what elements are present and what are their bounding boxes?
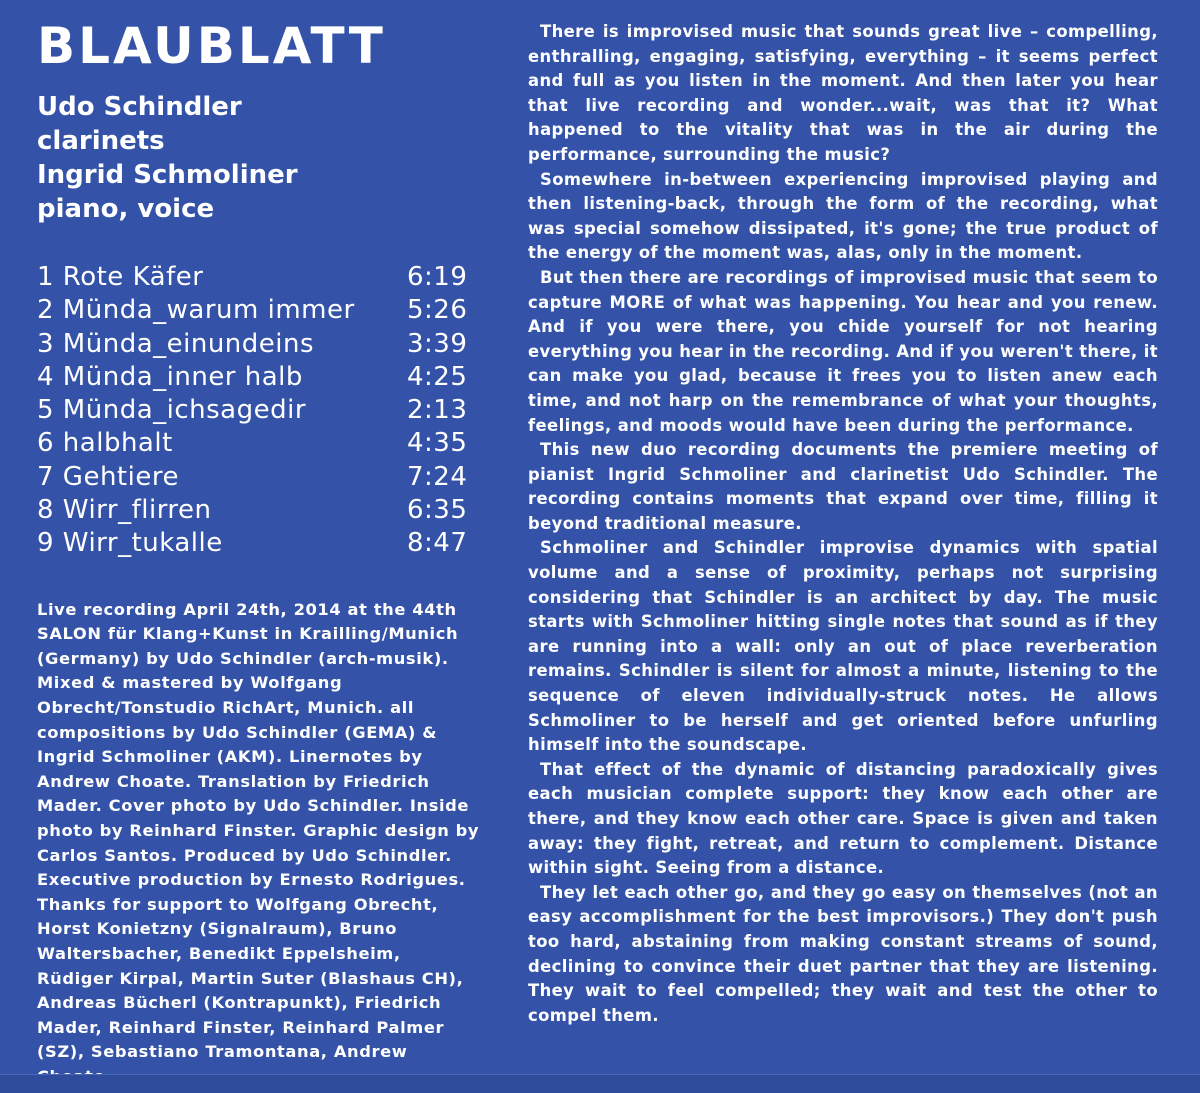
liner-paragraph: Somewhere in-between experiencing improvised playing and then listening-back, through the form of the recording, what was special somehow dissipated, it's gone; the true product of the energy of the moment was, alas, only in the moment. (528, 169, 1158, 263)
performer-instrument: clarinets (37, 126, 165, 156)
track-title: 4 Münda_inner halb (37, 361, 303, 392)
performer-instrument: piano, voice (37, 194, 215, 224)
track-duration: 5:26 (407, 295, 468, 326)
track-list (37, 261, 487, 561)
track-duration: 6:19 (407, 262, 468, 292)
track-duration: 4:35 (407, 428, 468, 459)
recording-credits: Live recording April 24th, 2014 at the 44th SALON für Klang+Kunst in Krailling/Munich (Germany) by Udo Schindler (arch-musik). Mixed & mastered by Wolfgang Obrecht/Tonstudio RichArt, Munich. all compositions by Udo Schindler (GEMA) & Ingrid Schmoliner (AKM). Linernotes by Andrew Choate. Translation by Friedrich Mader. Cover photo by Udo Schindler. Inside photo by Reinhard Finster. Graphic design by Carlos Santos. Produced by Udo Schindler. Executive production by Ernesto Rodrigues. Thanks for support to Wolfgang Obrecht, Horst Konietzny (Signalraum), Bruno Waltersbacher, Benedikt Eppelsheim, Rüdiger Kirpal, Martin Suter (Blashaus CH), Andreas Bücherl (Kontrapunkt), Friedrich Mader, Reinhard Finster, Reinhard Palmer (SZ), Sebastiano Tramontana, Andrew (37, 599, 480, 1062)
liner-paragraph: But then there are recordings of improvised music that seem to capture MORE of what was happening. You hear and you renew. And if you were there, you chide yourself for not hearing everything you hear in the recording. And if you weren't there, it can make you glad, because it frees you to listen anew each time, and not harp on the remembrance of what your thoughts, feelings, and moods would have been during the performance. (528, 267, 1158, 435)
performer-name: Ingrid Schmoliner (37, 160, 298, 190)
track-title: 7 Gehtiere (37, 461, 179, 492)
liner-paragraph: This new duo recording documents the premiere meeting of pianist Ingrid Schmoliner and clarinetist Udo Schindler. The recording contains moments that expand over time, filling it beyond traditional measure. (528, 440, 1158, 533)
album-title: BLAUBLATT (37, 17, 386, 75)
liner-paragraph: Schmoliner and Schindler improvise dynamics with spatial volume and a sense of proximity, perhaps not surprising considering that Schindler is an architect by day. The music starts with Schmoliner hitting single notes that sound as if they are running into a wall: only an out of place reverberation remains. Schindler is silent for almost a minute, listening to the sequence of eleven individually-struck notes. He allows Schmoliner to be herself and get oriented before unfurling himself into the soundscape. (528, 538, 1158, 755)
track-duration: 4:25 (407, 361, 468, 392)
track-duration: 8:47 (407, 528, 468, 559)
track-row (37, 294, 467, 327)
liner-paragraph: That effect of the dynamic of distancing paradoxically gives each musician complete support: they know each other are there, and they know each other care. Space is given and taken away: they fight, retreat, and return to complement. Distance within sight. Seeing from a distance. (528, 759, 1158, 878)
track-title: 2 Münda_warum immer (37, 295, 355, 326)
track-title: 9 Wirr_tukalle (37, 528, 223, 559)
track-row (37, 394, 467, 427)
performer-credits (37, 90, 487, 226)
performer-name: Udo Schindler (37, 92, 242, 122)
track-title: 3 Münda_einundeins (37, 328, 315, 359)
track-title: 8 Wirr_flirren (37, 495, 212, 526)
track-title: 5 Münda_ichsagedir (37, 395, 307, 426)
liner-paragraph: There is improvised music that sounds great live – compelling, enthralling, engaging, satisfying, everything – it seems perfect and full as you listen in the moment. And then later you hear that live recording and wonder...wait, was that it? What happened to the vitality that was in the air during the performance, surrounding the music? (528, 22, 1158, 164)
track-row (37, 527, 467, 560)
track-row (37, 427, 467, 460)
track-row (37, 494, 467, 527)
track-duration: 7:24 (407, 461, 468, 492)
track-title: 1 Rote Käfer (37, 262, 204, 292)
track-row (37, 261, 467, 294)
left-column (37, 18, 487, 1090)
track-duration: 2:13 (407, 395, 468, 426)
track-duration: 3:39 (407, 328, 468, 359)
track-row (37, 328, 467, 361)
track-title: 6 halbhalt (37, 428, 173, 459)
liner-paragraph: They let each other go, and they go easy on themselves (not an easy accomplishment for the best improvisors.) They don't push too hard, abstaining from making constant streams of sound, declining to convince their duet partner that they are listening. They wait to feel compelled; they wait and test the other to compel them. (528, 882, 1158, 1025)
track-row (37, 361, 467, 394)
track-duration: 6:35 (407, 495, 468, 526)
liner-notes (528, 20, 1158, 1028)
track-row (37, 461, 467, 494)
bottom-edge (0, 1074, 1200, 1093)
